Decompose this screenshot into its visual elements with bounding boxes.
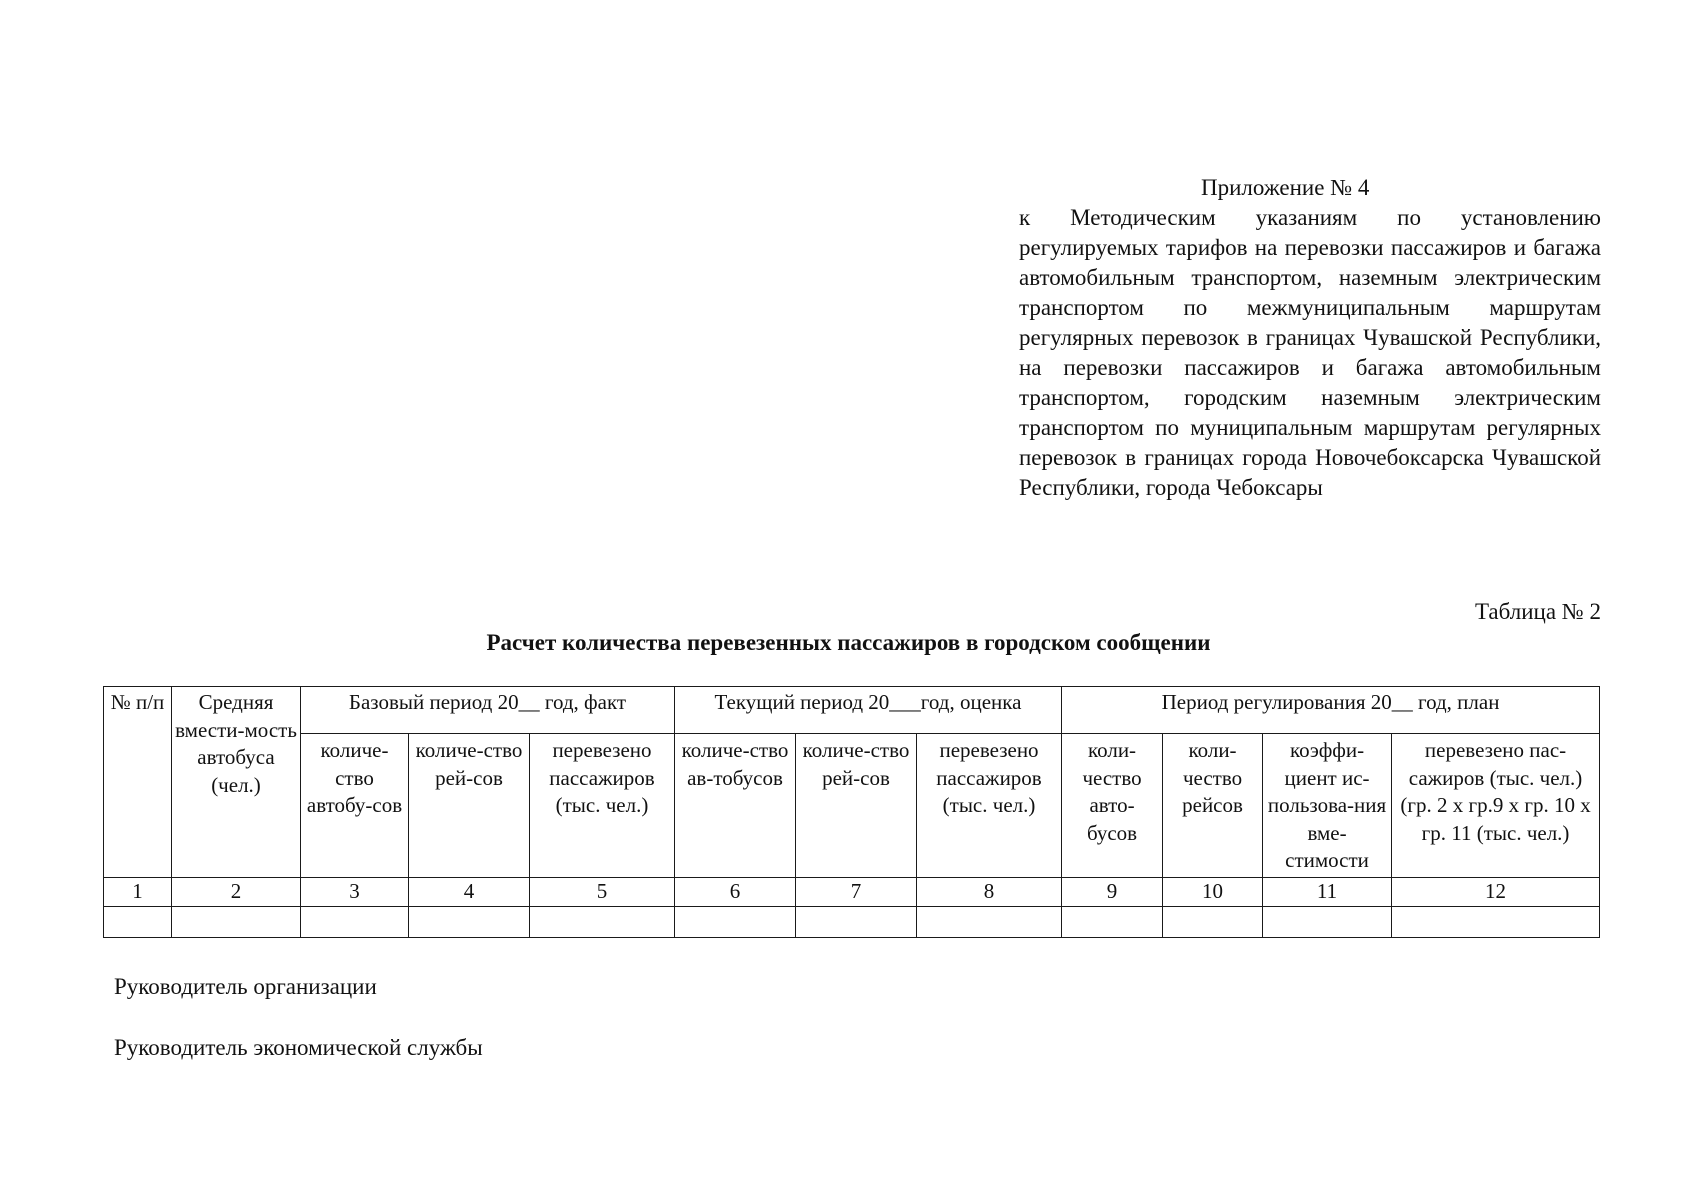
- column-number: 9: [1062, 877, 1163, 906]
- column-number: 7: [796, 877, 917, 906]
- table-cell: [1163, 906, 1263, 937]
- column-number: 8: [917, 877, 1062, 906]
- table-cell: [104, 906, 172, 937]
- header-col-4: количе-ство рей-сов: [409, 734, 530, 878]
- table-cell: [530, 906, 675, 937]
- appendix-header: [1019, 173, 1601, 503]
- header-col-8: перевезено пассажиров (тыс. чел.): [917, 734, 1062, 878]
- column-number: 4: [409, 877, 530, 906]
- table-title: Расчет количества перевезенных пассажиров в городском сообщении: [486, 630, 1211, 655]
- signature-head-of-organization: Руководитель организации: [114, 974, 377, 999]
- table-cell: [1392, 906, 1600, 937]
- table-number: Таблица № 2: [1474, 599, 1601, 624]
- table-cell: [796, 906, 917, 937]
- column-number: 6: [675, 877, 796, 906]
- column-number: 1: [104, 877, 172, 906]
- appendix-text: к Методическим указаниям по установлению регулируемых тарифов на перевозки пассажиров и багажа автомобильным транспортом, наземным электрическим транспортом по межмуниципальным маршрутам регулярных перевозок в границах Чувашской Республики, на перевозки пассажиров и багажа автомобильным транспортом, городским наземным электрическим транспортом по муниципальным маршрутам регулярных перевозок в границах города Новочебоксарска Чувашской Республики, города Чебоксары: [1019, 205, 1601, 500]
- table-cell: [409, 906, 530, 937]
- header-col-6: количе-ство ав-тобусов: [675, 734, 796, 878]
- header-col-5: перевезено пассажиров (тыс. чел.): [530, 734, 675, 878]
- header-col-9: коли-чество авто-бусов: [1062, 734, 1163, 878]
- header-base-period: Базовый период 20__ год, факт: [301, 687, 675, 734]
- header-col-11: коэффи-циент ис-пользова-ния вме-стимости: [1263, 734, 1392, 878]
- table-cell: [675, 906, 796, 937]
- header-col-12: перевезено пас-сажиров (тыс. чел.) (гр. 2 х гр.9 х гр. 10 х гр. 11 (тыс. чел.): [1392, 734, 1600, 878]
- table-row: [104, 906, 1600, 937]
- table-cell: [301, 906, 409, 937]
- table-cell: [1062, 906, 1163, 937]
- header-no: № п/п: [104, 687, 172, 878]
- table-header-row: [104, 687, 1600, 734]
- signature-head-of-economic-service: Руководитель экономической службы: [114, 1035, 483, 1060]
- header-current-period: Текущий период 20___год, оценка: [675, 687, 1062, 734]
- table-cell: [172, 906, 301, 937]
- column-number: 3: [301, 877, 409, 906]
- column-number: 5: [530, 877, 675, 906]
- column-number-row: [104, 877, 1600, 906]
- column-number: 2: [172, 877, 301, 906]
- header-capacity: Средняя вмести-мость автобуса (чел.): [172, 687, 301, 878]
- table-subheader-row: [104, 734, 1600, 878]
- table-cell: [1263, 906, 1392, 937]
- header-col-3: количе-ство автобу-сов: [301, 734, 409, 878]
- header-regulation-period: Период регулирования 20__ год, план: [1062, 687, 1600, 734]
- column-number: 10: [1163, 877, 1263, 906]
- header-col-7: количе-ство рей-сов: [796, 734, 917, 878]
- appendix-title: Приложение № 4: [1201, 175, 1370, 200]
- passenger-calculation-table: [103, 686, 1600, 938]
- column-number: 12: [1392, 877, 1600, 906]
- table-cell: [917, 906, 1062, 937]
- column-number: 11: [1263, 877, 1392, 906]
- header-col-10: коли-чество рейсов: [1163, 734, 1263, 878]
